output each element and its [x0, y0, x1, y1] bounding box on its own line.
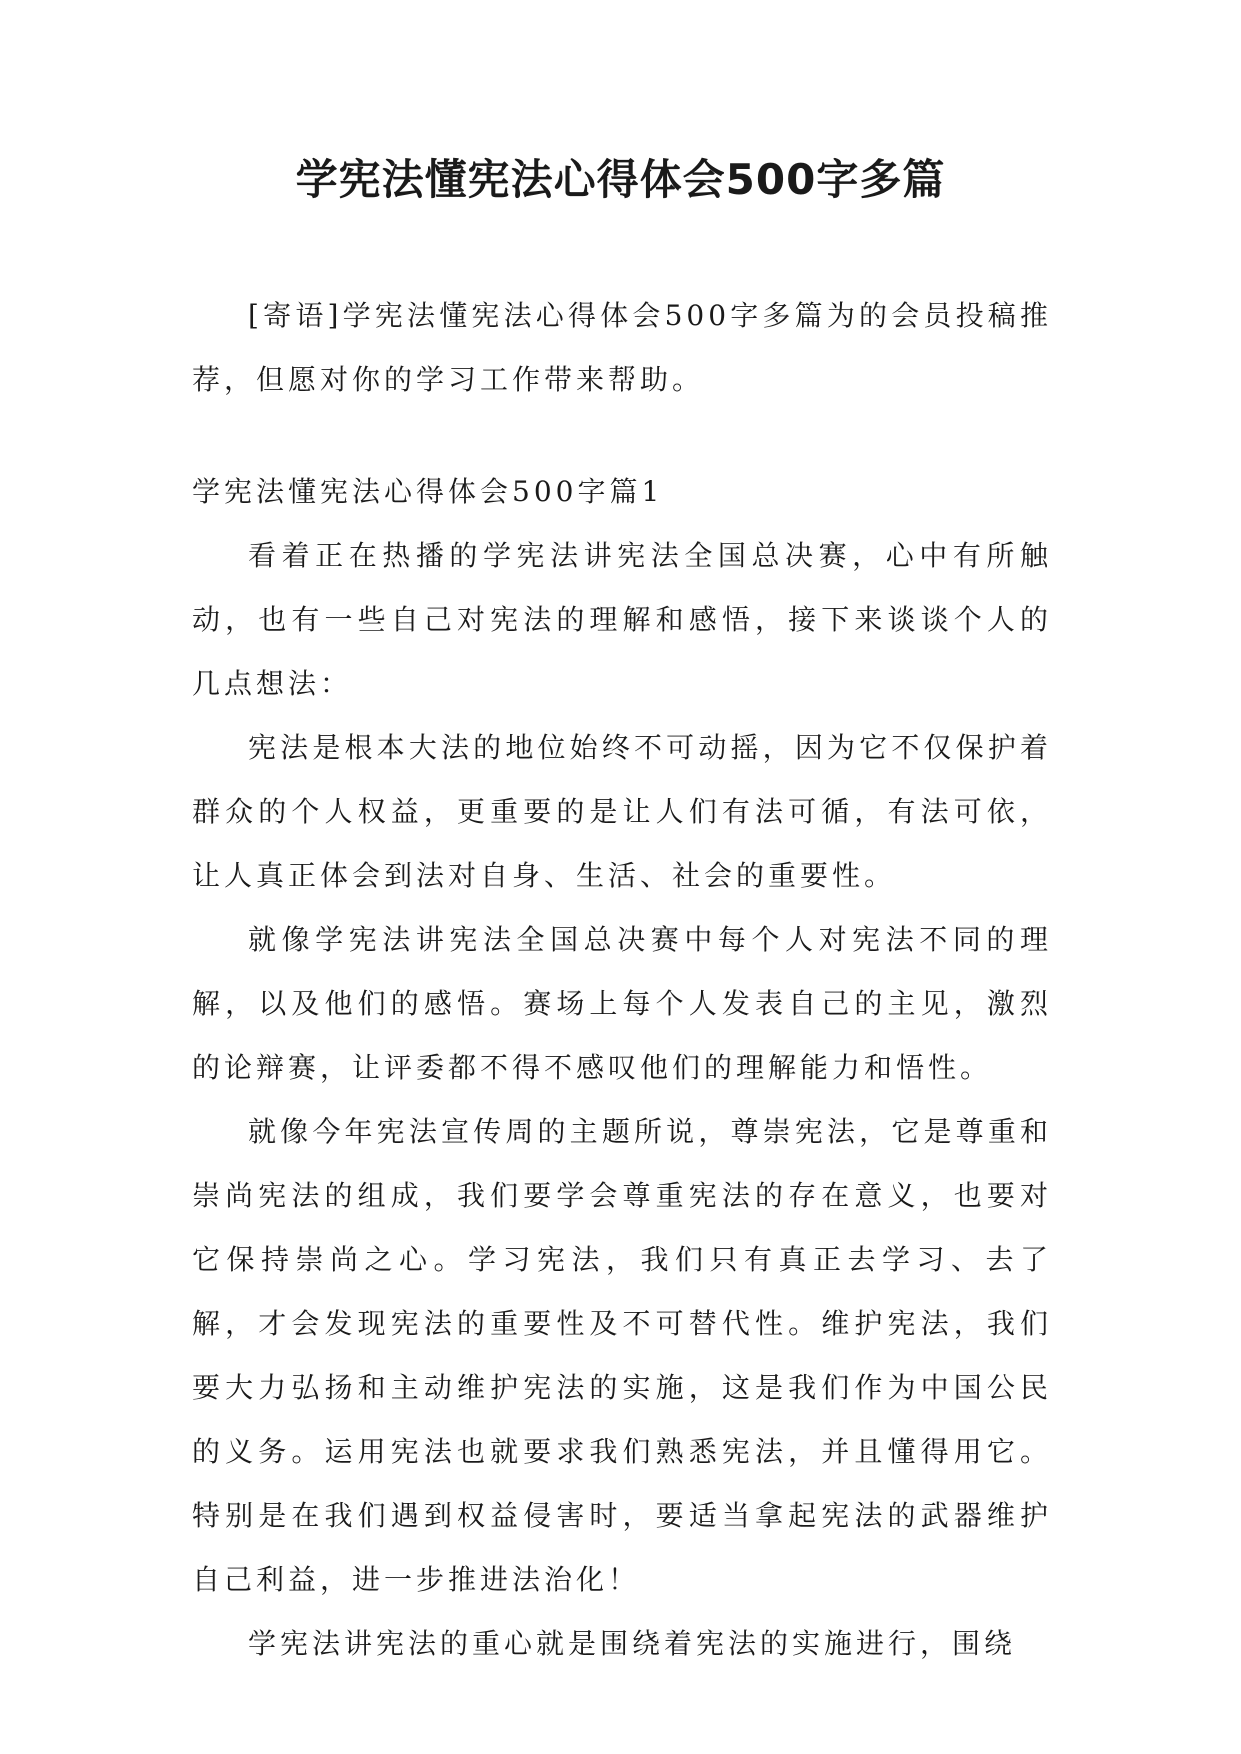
document-title: 学宪法懂宪法心得体会500字多篇 — [295, 155, 946, 204]
body-paragraph: 宪法是根本大法的地位始终不可动摇，因为它不仅保护着群众的个人权益，更重要的是让人们有法可循，有法可依，让人真正体会到法对自身、生活、社会的重要性。 — [192, 731, 1052, 892]
body-paragraph: 就像今年宪法宣传周的主题所说，尊崇宪法，它是尊重和崇尚宪法的组成，我们要学会尊重宪法的存在意义，也要对它保持崇尚之心。学习宪法，我们只有真正去学习、去了解，才会发现宪法的重要性及不可替代性。维护宪法，我们要大力弘扬和主动维护宪法的实施，这是我们作为中国公民的义务。运用宪法也就要求我们熟悉宪法，并且懂得用它。特别是在我们遇到权益侵害时，要适当拿起宪法的武器维护自己利益，进一步推进法治化！ — [192, 1115, 1052, 1596]
body-paragraph: 学宪法讲宪法的重心就是围绕着宪法的实施进行，围绕 — [248, 1627, 1017, 1660]
intro-block — [192, 284, 1052, 412]
intro-paragraph: [寄语]学宪法懂宪法心得体会500字多篇为的会员投稿推荐，但愿对你的学习工作带来帮助。 — [192, 299, 1052, 396]
section-heading: 学宪法懂宪法心得体会500字篇1 — [192, 475, 664, 508]
section-1 — [192, 460, 1052, 1676]
body-paragraph: 就像学宪法讲宪法全国总决赛中每个人对宪法不同的理解，以及他们的感悟。赛场上每个人发表自己的主见，激烈的论辩赛，让评委都不得不感叹他们的理解能力和悟性。 — [192, 923, 1052, 1084]
body-paragraph: 看着正在热播的学宪法讲宪法全国总决赛，心中有所触动，也有一些自己对宪法的理解和感悟，接下来谈谈个人的几点想法： — [192, 539, 1052, 700]
